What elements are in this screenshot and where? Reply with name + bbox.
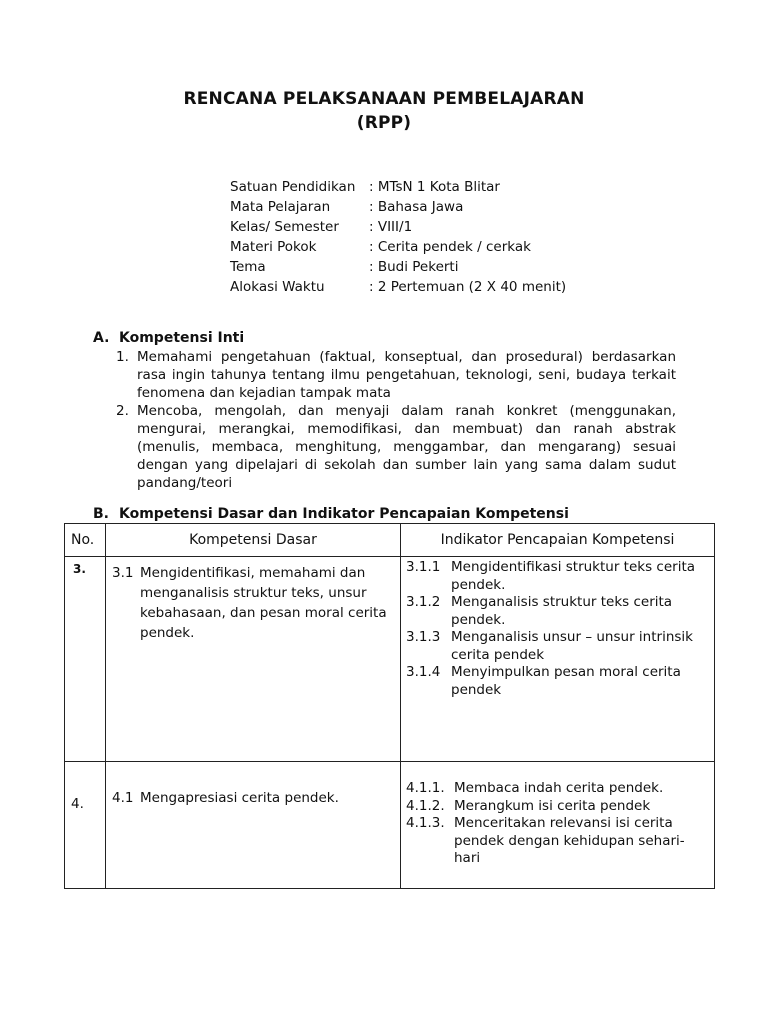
section-a-heading xyxy=(93,330,244,346)
identity-row xyxy=(230,177,650,197)
identity-row xyxy=(230,277,650,297)
indicator-item xyxy=(406,798,708,816)
indicator-text: Menceritakan relevansi isi cerita pendek dengan kehidupan sehari-hari xyxy=(454,815,685,866)
indicator-cell xyxy=(401,762,715,889)
indicator-text: Membaca indah cerita pendek. xyxy=(454,780,664,796)
identity-value: : VIII/1 xyxy=(369,219,413,235)
table-row xyxy=(65,557,715,762)
indicator-number: 4.1.1. xyxy=(406,780,445,796)
section-title: Kompetensi Dasar dan Indikator Pencapaian Kompetensi xyxy=(119,506,569,522)
indicator-item xyxy=(406,815,708,868)
indicator-item xyxy=(406,780,708,798)
indicator-number: 3.1.1 xyxy=(406,559,441,575)
kd-item xyxy=(106,762,400,808)
indicator-number: 3.1.2 xyxy=(406,594,441,610)
list-item xyxy=(116,402,676,492)
identity-value: : Budi Pekerti xyxy=(369,259,459,275)
kd-text: Mengidentifikasi, memahami dan menganalisis struktur teks, unsur kebahasaan, dan pesan moral cerita pendek. xyxy=(140,565,387,641)
indicator-item xyxy=(406,664,708,699)
identity-block xyxy=(230,177,650,297)
list-item-number: 1. xyxy=(116,349,129,365)
indicator-number: 4.1.2. xyxy=(406,797,445,814)
row-number: 3. xyxy=(65,557,106,762)
table-header-row xyxy=(65,524,715,557)
list-item-text: Memahami pengetahuan (faktual, konseptual, dan prosedural) berdasarkan rasa ingin tahunya tentang ilmu pengetahuan, teknologi, seni, budaya terkait fenomena dan kejadian tampak mata xyxy=(137,349,676,401)
row-number: 4. xyxy=(65,762,106,889)
table-row xyxy=(65,762,715,889)
identity-label: Alokasi Waktu xyxy=(230,279,325,295)
list-item-text: Mencoba, mengolah, dan menyaji dalam ranah konkret (menggunakan, mengurai, merangkai, memodifikasi, dan membuat) dan ranah abstrak (menulis, membaca, menghitung, menggambar, dan mengarang) sesuai dengan yang dipelajari di sekolah dan sumber lain yang sama dalam sudut pandang/teori xyxy=(137,403,676,491)
identity-value: : MTsN 1 Kota Blitar xyxy=(369,179,500,195)
identity-label: Satuan Pendidikan xyxy=(230,179,356,195)
header-indikator: Indikator Pencapaian Kompetensi xyxy=(401,524,715,557)
indicator-number: 3.1.3 xyxy=(406,629,441,645)
indicator-text: Menganalisis struktur teks cerita pendek. xyxy=(451,594,673,628)
identity-row xyxy=(230,217,650,237)
indicator-number: 3.1.4 xyxy=(406,664,441,680)
identity-value: : Cerita pendek / cerkak xyxy=(369,239,531,255)
list-item-number: 2. xyxy=(116,403,129,419)
identity-label: Kelas/ Semester xyxy=(230,219,339,235)
section-letter: B. xyxy=(93,506,109,522)
indicator-text: Mengidentifikasi struktur teks cerita pendek. xyxy=(451,559,696,593)
identity-row xyxy=(230,197,650,217)
identity-label: Tema xyxy=(230,259,266,275)
indicator-item xyxy=(406,594,708,629)
identity-row xyxy=(230,257,650,277)
indicator-list xyxy=(401,557,714,699)
indicator-text: Merangkum isi cerita pendek xyxy=(454,797,651,814)
indicator-list xyxy=(401,762,714,868)
indicator-item xyxy=(406,559,708,594)
section-letter: A. xyxy=(93,330,110,346)
identity-row xyxy=(230,237,650,257)
kd-item xyxy=(106,557,400,643)
document-subtitle: (RPP) xyxy=(356,113,412,133)
identity-value: : 2 Pertemuan (2 X 40 menit) xyxy=(369,279,567,295)
competency-table xyxy=(64,523,715,889)
section-b-heading xyxy=(93,506,569,522)
kd-number: 4.1 xyxy=(112,790,134,806)
indicator-cell xyxy=(401,557,715,762)
indicator-text: Menganalisis unsur – unsur intrinsik cerita pendek xyxy=(451,629,693,663)
indicator-number: 4.1.3. xyxy=(406,815,445,831)
list-item xyxy=(116,348,676,402)
identity-value: : Bahasa Jawa xyxy=(369,199,464,215)
kd-number: 3.1 xyxy=(112,565,134,581)
kd-cell xyxy=(106,762,401,889)
identity-label: Mata Pelajaran xyxy=(230,199,331,215)
header-no: No. xyxy=(65,524,106,557)
kd-cell xyxy=(106,557,401,762)
indicator-text: Menyimpulkan pesan moral cerita pendek xyxy=(451,664,681,698)
identity-label: Materi Pokok xyxy=(230,239,317,255)
indicator-item xyxy=(406,629,708,664)
header-kompetensi-dasar: Kompetensi Dasar xyxy=(106,524,401,557)
kd-text: Mengapresiasi cerita pendek. xyxy=(140,790,339,806)
kompetensi-inti-list xyxy=(116,348,676,492)
section-title: Kompetensi Inti xyxy=(119,330,245,346)
document-title: RENCANA PELAKSANAAN PEMBELAJARAN xyxy=(183,89,585,109)
